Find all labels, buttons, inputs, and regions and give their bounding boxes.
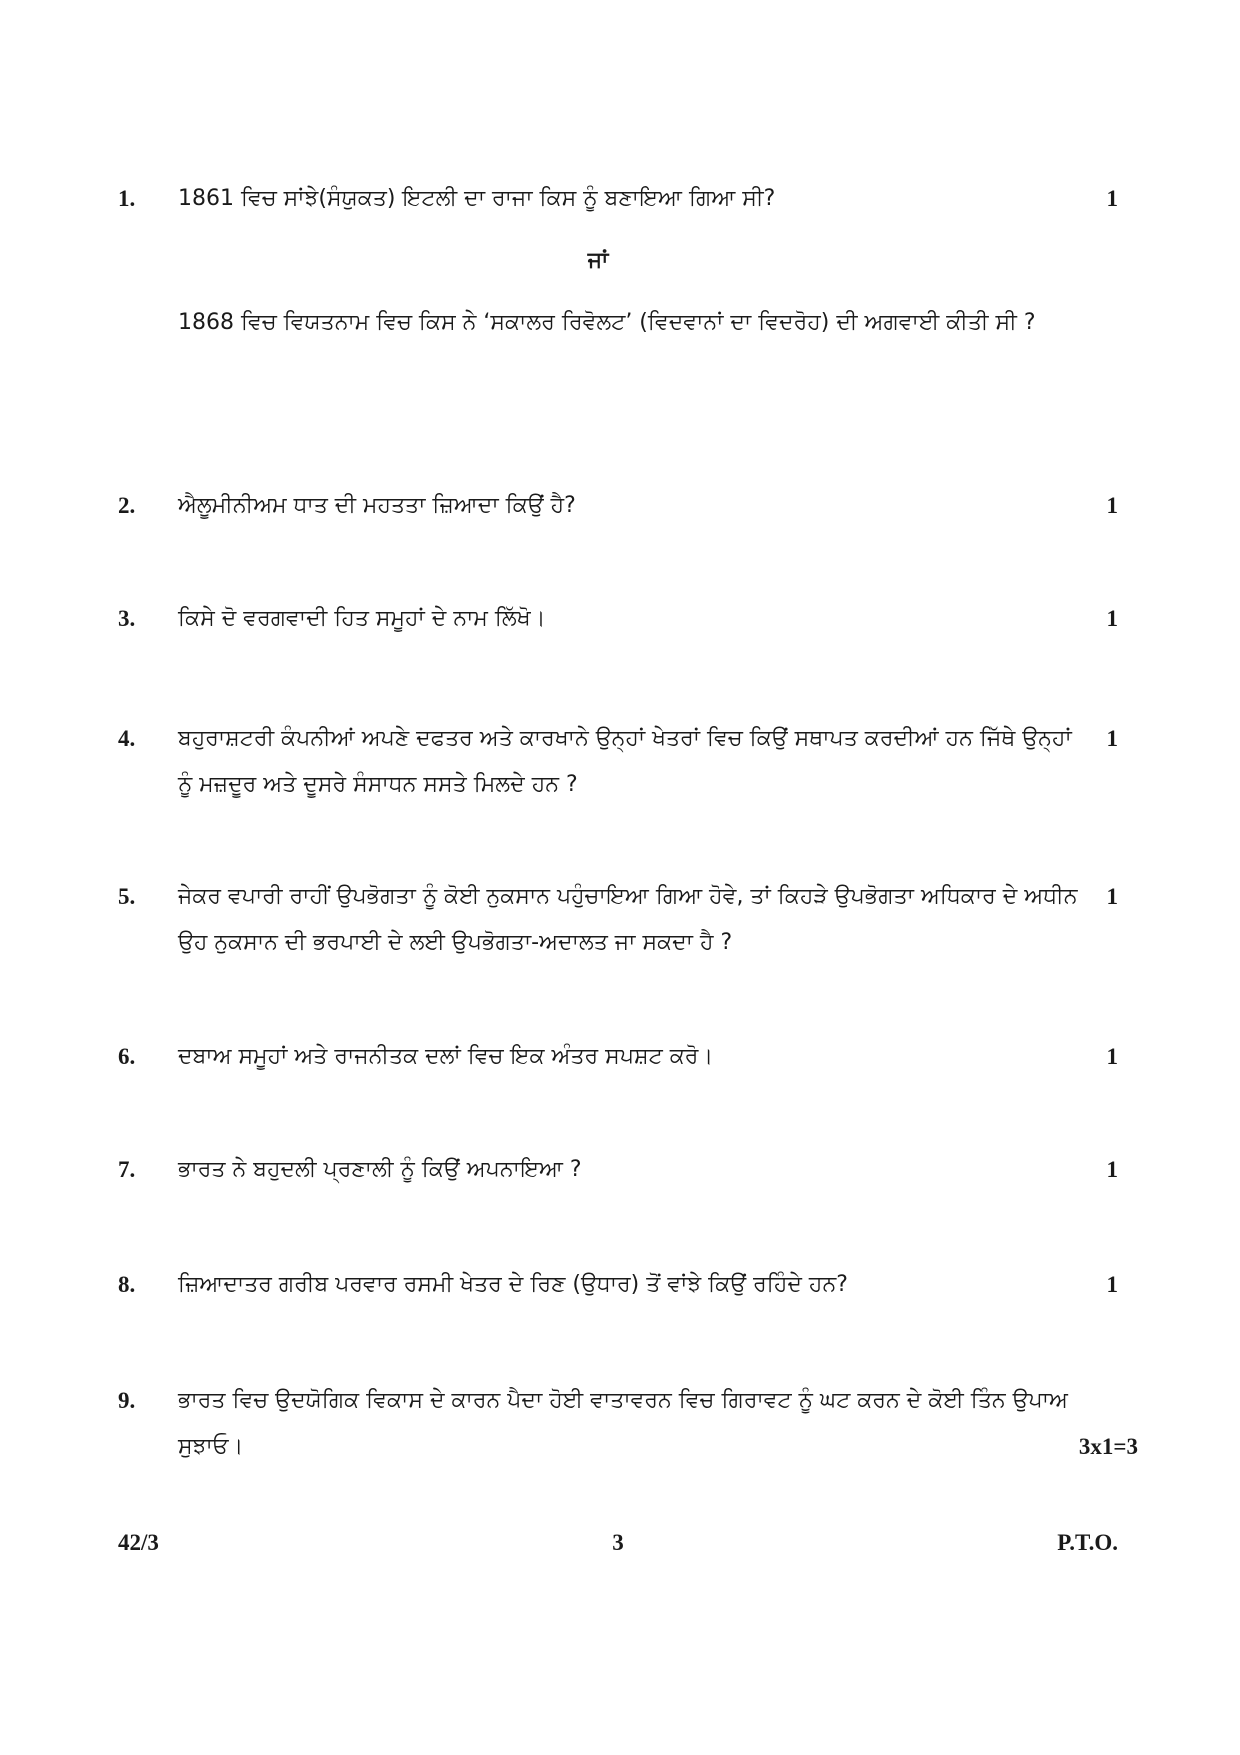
question-number: 6. bbox=[118, 1044, 136, 1069]
question-text: 1861 ਵਿਚ ਸਾਂਝੇ(ਸੰਯੁਕਤ) ਇਟਲੀ ਦਾ ਰਾਜਾ ਕਿਸ ਨੂੰ ਬਣਾਇਆ ਗਿਆ ਸੀ? bbox=[178, 186, 776, 211]
alternative-question-text: 1868 ਵਿਚ ਵਿਯਤਨਾਮ ਵਿਚ ਕਿਸ ਨੇ ‘ਸਕਾਲਰ ਰਿਵੋਲਟ’ (ਵਿਦਵਾਨਾਂ ਦਾ ਵਿਦਰੋਹ) ਦੀ ਅਗਵਾਈ ਕੀਤੀ ਸੀ ? bbox=[178, 310, 1036, 335]
question-number: 5. bbox=[118, 884, 136, 909]
question-number: 7. bbox=[118, 1157, 136, 1182]
question-marks: 1 bbox=[1106, 1044, 1118, 1069]
question-marks: 1 bbox=[1106, 1157, 1118, 1182]
question-9 bbox=[118, 1378, 1138, 1470]
question-number: 8. bbox=[118, 1272, 136, 1297]
question-text: ਦਬਾਅ ਸਮੂਹਾਂ ਅਤੇ ਰਾਜਨੀਤਕ ਦਲਾਂ ਵਿਚ ਇਕ ਅੰਤਰ ਸਪਸ਼ਟ ਕਰੋ। bbox=[178, 1044, 714, 1069]
question-text-block bbox=[178, 1378, 1138, 1470]
question-number: 1. bbox=[118, 186, 136, 211]
question-number: 3. bbox=[118, 606, 136, 631]
question-number: 4. bbox=[118, 726, 136, 751]
question-text: ਬਹੁਰਾਸ਼ਟਰੀ ਕੰਪਨੀਆਂ ਅਪਣੇ ਦਫਤਰ ਅਤੇ ਕਾਰਖਾਨੇ ਉਨ੍ਹਾਂ ਖੇਤਰਾਂ ਵਿਚ ਕਿਉਂ ਸਥਾਪਤ ਕਰਦੀਆਂ ਹਨ ਜਿੱਥੇ ਉਨ੍ਹਾਂ ਨੂੰ ਮਜ਼ਦੂਰ ਅਤੇ ਦੂਸਰੇ ਸੰਸਾਧਨ ਸਸਤੇ ਮਿਲਦੇ ਹਨ ? bbox=[178, 726, 1072, 797]
or-label: ਜਾਂ bbox=[587, 248, 609, 273]
page-footer bbox=[118, 1530, 1118, 1570]
pto-label: P.T.O. bbox=[1057, 1530, 1118, 1555]
question-text: ਭਾਰਤ ਵਿਚ ਉਦਯੋਗਿਕ ਵਿਕਾਸ ਦੇ ਕਾਰਨ ਪੈਦਾ ਹੋਈ ਵਾਤਾਵਰਨ ਵਿਚ ਗਿਰਾਵਟ ਨੂੰ ਘਟ ਕਰਨ ਦੇ ਕੋਈ ਤਿੰਨ ਉਪਾਅ ਸੁਝਾਓ। bbox=[178, 1388, 1068, 1459]
question-marks: 1 bbox=[1106, 726, 1118, 751]
question-text: ਐਲੂਮੀਨੀਅਮ ਧਾਤ ਦੀ ਮਹਤਤਾ ਜ਼ਿਆਦਾ ਕਿਉਂ ਹੈ? bbox=[178, 493, 576, 518]
question-marks: 1 bbox=[1106, 186, 1118, 211]
page-number: 3 bbox=[612, 1530, 624, 1555]
question-text: ਜੇਕਰ ਵਪਾਰੀ ਰਾਹੀਂ ਉਪਭੋਗਤਾ ਨੂੰ ਕੋਈ ਨੁਕਸਾਨ ਪਹੁੰਚਾਇਆ ਗਿਆ ਹੋਵੇ, ਤਾਂ ਕਿਹੜੇ ਉਪਭੋਗਤਾ ਅਧਿਕਾਰ ਦੇ ਅਧੀਨ ਉਹ ਨੁਕਸਾਨ ਦੀ ਭਰਪਾਈ ਦੇ ਲਈ ਉਪਭੋਗਤਾ-ਅਦਾਲਤ ਜਾ ਸਕਦਾ ਹੈ ? bbox=[178, 884, 1078, 955]
question-text: ਜ਼ਿਆਦਾਤਰ ਗਰੀਬ ਪਰਵਾਰ ਰਸਮੀ ਖੇਤਰ ਦੇ ਰਿਣ (ਉਧਾਰ) ਤੋਂ ਵਾਂਝੇ ਕਿਉਂ ਰਹਿੰਦੇ ਹਨ? bbox=[178, 1272, 848, 1297]
question-number: 2. bbox=[118, 493, 136, 518]
question-text: ਕਿਸੇ ਦੋ ਵਰਗਵਾਦੀ ਹਿਤ ਸਮੂਹਾਂ ਦੇ ਨਾਮ ਲਿੱਖੋ। bbox=[178, 606, 546, 631]
question-text: ਭਾਰਤ ਨੇ ਬਹੁਦਲੀ ਪ੍ਰਣਾਲੀ ਨੂੰ ਕਿਉਂ ਅਪਨਾਇਆ ? bbox=[178, 1157, 582, 1182]
question-marks: 1 bbox=[1106, 884, 1118, 909]
paper-code: 42/3 bbox=[118, 1530, 159, 1555]
question-marks: 1 bbox=[1106, 606, 1118, 631]
question-marks: 1 bbox=[1106, 493, 1118, 518]
question-marks: 1 bbox=[1106, 1272, 1118, 1297]
question-marks: 3x1=3 bbox=[1078, 1434, 1138, 1459]
question-text-block bbox=[178, 176, 1078, 346]
question-number: 9. bbox=[118, 1388, 136, 1413]
